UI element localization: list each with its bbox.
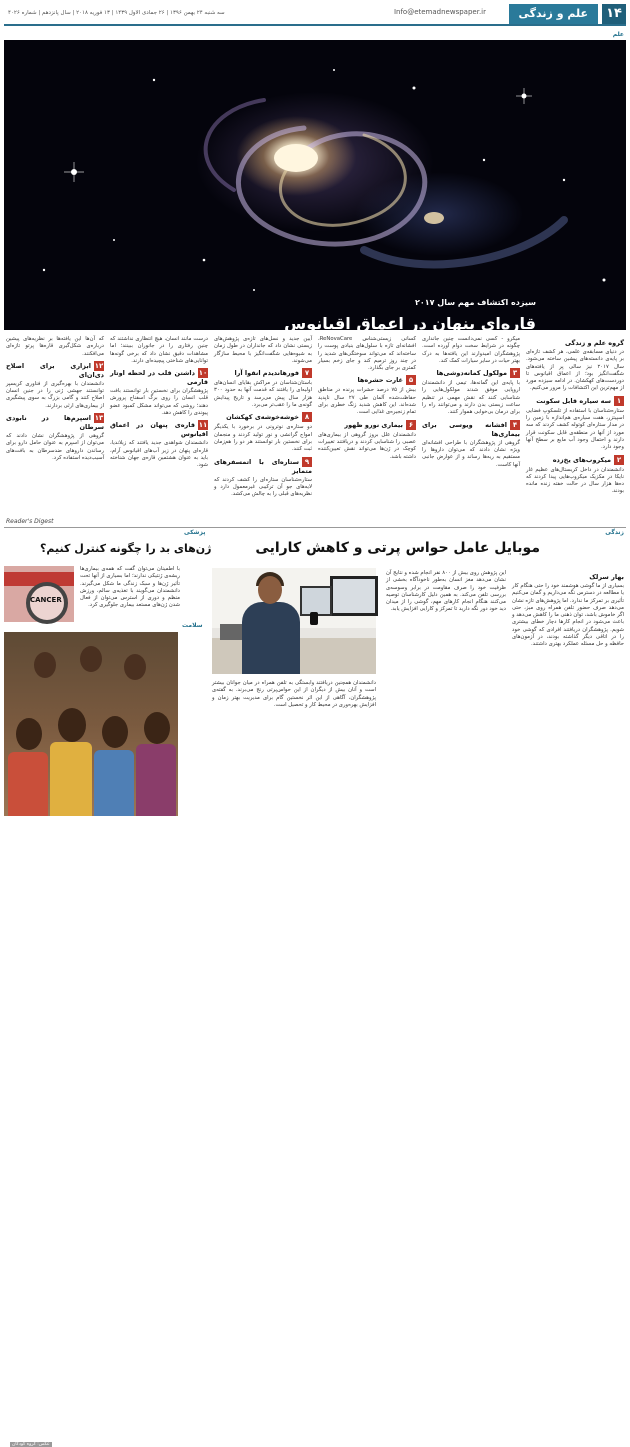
number-badge: ۱۳	[94, 414, 104, 423]
subhead-10: ۱۰داشتن قلب در لحظه اوتار قارمی	[110, 369, 208, 387]
photo-credit: عکس: گروه کودکان	[12, 1442, 50, 1447]
number-badge: ۲	[614, 455, 624, 465]
story-mobile-headline[interactable]: موبایل عامل حواس پرتی و کاهش کارایی	[255, 540, 540, 556]
story-byline: بهار سرلک	[589, 573, 624, 581]
subhead-5-body: بیش از ۷۵ درصد حشرات پرنده در مناطق حفاظت‌شده آلمان طی ۲۷ سال ناپدید شده‌اند. این کاهش شدید زنگ خطری برای تمام زنجیره‌ی غذایی است.	[318, 387, 417, 416]
cancer-photo	[4, 566, 74, 622]
number-badge: ۴	[510, 420, 520, 430]
cancer-label: CANCER	[30, 596, 62, 604]
story-genes-column-1	[80, 566, 180, 628]
story-mobile-column-1	[512, 570, 624, 816]
photo-shirt	[50, 742, 92, 816]
article-group: گروه علم و زندگی	[564, 339, 624, 347]
subhead-9: ۹ستاره‌ای با اتمسفرهای متمایز	[214, 457, 312, 475]
story-genes-text-1: با اطمینان می‌توان گفت که همه‌ی بیماری‌ها ریشه‌ی ژنتیکی ندارند؛ اما بسیاری از آنها تحت تأثیر ژن‌ها و سبک زندگی ما شکل می‌گیرند. دانشمندان می‌گویند با تغذیه‌ی سالم، ورزش منظم و دوری از استرس می‌توان از فعال شدن ژن‌های مستعد بیماری جلوگیری کرد.	[80, 566, 180, 609]
subhead-13-body: گروهی از پژوهشگران نشان دادند که می‌توان از اسپرم به عنوان حامل دارو برای رساندن داروهای ضدسرطان به بافت‌های آسیب‌دیده استفاده کرد.	[6, 433, 104, 461]
subhead-13: ۱۳اسپرم‌ها در نابودی سرطان	[6, 414, 104, 432]
section-tag-life: زندگی	[605, 529, 624, 536]
photo-face	[124, 654, 146, 680]
story-mobile-text-1: بسیاری از ما گوشی هوشمند خود را حتی هنگام کار یا مطالعه در دسترس نگه می‌داریم و گمان می‌کنیم تأثیری بر تمرکز ما ندارد. اما پژوهش‌های تازه نشان می‌دهد صرف حضور تلفن همراه روی میز، حتی اگر خاموش باشد، توان ذهنی ما را کاهش می‌دهد و باعث می‌شود در انجام کارها دچار خطای بیشتری شویم. پژوهشگران دریافتند افرادی که گوشی خود را در اتاقی دیگر گذاشته بودند، در آزمون‌های حافظه و حل مسئله عملکرد بهتری داشتند.	[512, 583, 624, 648]
subhead-11: ۱۱قاره‌ی پنهان در اعماق اقیانوس	[110, 421, 208, 439]
hero-image	[4, 40, 626, 333]
number-badge: ۱	[614, 396, 624, 406]
subhead-6: ۶بیماری نورو ظهور	[318, 420, 416, 430]
number-badge: ۱۲	[94, 361, 104, 370]
subhead-4: ۴افشانه ویوسی برای بیماری‌ها	[422, 420, 520, 438]
column-5-text: درست مانند انسان، هیچ انتظاری نداشتند که چنین رفتاری را در جانوران ببینند؛ اما مشاهدات دقیق نشان داد که برخی گونه‌ها توانایی‌های شناختی پیچیده‌ای دارند.	[110, 336, 208, 364]
page-number: ۱۴	[602, 4, 626, 24]
subhead-12-body: دانشمندان با بهره‌گیری از فناوری کریسپر توانستند جهشی ژنی را در جنین انسان اصلاح کنند و گامی بزرگ به سوی پیشگیری از بیماری‌های ارثی بردارند.	[6, 380, 104, 409]
section-tag-health: سلامت	[182, 622, 203, 629]
subhead-2: ۲میکروب‌های یخ‌زده	[526, 455, 624, 465]
number-badge: ۱۱	[198, 421, 208, 430]
number-badge: ۵	[406, 375, 416, 385]
subhead-1-body: ستاره‌شناسان با استفاده از تلسکوپ فضایی اسپیتزر، هفت سیاره‌ی هم‌اندازه با زمین را در مدار ستاره‌ای کوتوله کشف کردند که سه مورد از آنها در منطقه‌ی قابل سکونت قرار دارند و احتمال وجود آب مایع بر سطح آنها وجود دارد.	[526, 407, 624, 451]
issue-info: سه شنبه ۲۴ بهمن ۱۳۹۶ | ۲۶ جمادی الاول ۱۴۳۹ | ۱۳ فوریه ۲۰۱۸ | سال پانزدهم | شماره ۴۰۲۶	[8, 10, 225, 16]
photo-shirt	[8, 752, 48, 816]
section-divider	[4, 527, 626, 536]
number-badge: ۹	[302, 457, 312, 467]
hero-headline[interactable]: قاره‌ای پنهان در اعماق اقیانوس	[284, 314, 536, 333]
subhead-8-body: دو ستاره‌ی نوترونی در برخورد با یکدیگر امواج گرانشی و نور تولید کردند و منجمان برای نخستین بار توانستند هر دو را هم‌زمان ثبت کنند.	[214, 424, 312, 453]
article-column-4	[214, 336, 312, 522]
galaxy-illustration	[4, 40, 626, 330]
subhead-10-body: پژوهشگران برای نخستین بار توانستند بافت قلب انسان را روی برگ اسفناج پرورش دهند؛ روشی که می‌تواند مشکل کمبود عضو پیوندی را کاهش دهد.	[110, 388, 208, 417]
subhead-8: ۸خوشه‌خوشه‌ی کهکشان	[214, 412, 312, 422]
subhead-7: ۷فورهاندیدم انقوا آرا	[214, 368, 312, 378]
story-mobile-text-2: این پژوهش روی بیش از ۸۰۰ نفر انجام شده و نتایج آن نشان می‌دهد مغز انسان به‌طور ناخودآگاه بخشی از ظرفیت خود را صرف مقاومت در برابر وسوسه‌ی بررسی تلفن می‌کند. به همین دلیل کارشناسان توصیه می‌کنند هنگام انجام کارهای مهم، گوشی را از میدان دید خود دور نگه دارید تا تمرکز و کارایی افزایش یابد.	[386, 570, 506, 613]
number-badge: ۷	[302, 368, 312, 378]
source-signature: Reader's Digest	[6, 518, 54, 525]
number-badge: ۸	[302, 412, 312, 422]
photo-face	[144, 712, 170, 744]
masthead	[4, 4, 626, 26]
subhead-1: ۱سه سیاره قابل سکونت	[526, 396, 624, 406]
photo-face	[102, 716, 128, 748]
subhead-3: ۳مولکول کمانه‌دوشی‌ها	[422, 368, 520, 378]
photo-shirt	[136, 744, 176, 816]
children-photo	[4, 632, 178, 1447]
article-column-6	[6, 336, 104, 514]
article-column-1	[526, 336, 624, 522]
number-badge: ۳	[510, 368, 520, 378]
photo-monitor	[330, 576, 378, 616]
story-mobile-column-2	[386, 570, 506, 816]
photo-person-body	[242, 602, 300, 674]
subhead-3-body: با پایه‌ی این گمانه‌ها، تیمی از دانشمندان اروپایی موفق شدند مولکول‌هایی را شناسایی کنند که نقش مهمی در تنظیم ساعت زیستی بدن دارند و می‌توانند راه را برای درمان بی‌خوابی هموار کنند.	[422, 380, 520, 416]
story-mobile-column-3	[212, 680, 376, 816]
number-badge: ۱۰	[198, 369, 208, 378]
subhead-9-body: ستاره‌شناسان ستاره‌ای را کشف کردند که لایه‌های جو آن ترکیبی غیرمعمول دارد و نظریه‌های قبلی را به چالش می‌کشد.	[214, 476, 312, 498]
photo-person-head	[258, 576, 282, 604]
photo-face	[58, 708, 86, 742]
photo-face	[80, 646, 102, 672]
photo-shirt	[94, 750, 134, 816]
subhead-11-body: دانشمندان شواهدی جدید یافتند که زیلاندیا، قاره‌ای پنهان در زیر آب‌های اقیانوس آرام، باید به عنوان هشتمین قاره‌ی جهان شناخته شود.	[110, 440, 208, 469]
story-mobile-photo	[212, 568, 376, 674]
subhead-7-body: باستان‌شناسان در مراکش بقایای انسان‌های اولیه‌ای را یافتند که قدمت آنها به حدود ۳۰۰ هزار سال پیش می‌رسد و تاریخ پیدایش گونه‌ی ما را عقب‌تر می‌برد.	[214, 380, 312, 409]
article-column-2	[422, 336, 520, 522]
cancer-photo-gap	[4, 624, 74, 630]
column-2-text: میکرو - کسی نمی‌دانست چنین جانداری چگونه در شرایط سخت دوام آورده است. پژوهشگران امیدوارند این یافته‌ها به درک بهتر حیات در سایر سیارات کمک کند.	[422, 336, 520, 364]
photo-face	[16, 718, 42, 750]
section-title: علم و زندگی	[509, 4, 598, 24]
story-genes-headline[interactable]: ژن‌های بد را چگونه کنترل کنیم؟	[40, 542, 212, 555]
subhead-6-body: دانشمندان علل بروز گروهی از بیماری‌های عصبی را شناسایی کردند و دریافتند تغییرات کوچک در ژن‌ها می‌تواند نقش تعیین‌کننده داشته باشد.	[318, 431, 416, 460]
number-badge: ۶	[406, 420, 416, 430]
article-column-5	[110, 336, 208, 522]
section-tag-medical: پزشکی	[184, 529, 206, 536]
hero-kicker: علم	[612, 31, 624, 38]
column-4-text: آیین جدید و نسل‌های تازه‌ی پژوهش‌های زیستی نشان داد که جانداران در طول زمان به شیوه‌هایی شگفت‌انگیز با محیط سازگار می‌شوند.	[214, 336, 312, 364]
subhead-2-body: دانشمندان در داخل کریستال‌های عظیم غار نایکا در مکزیک میکروب‌هایی پیدا کردند که ده‌ها هزار سال در حالت خفته زنده مانده بودند.	[526, 466, 624, 495]
article-column-3	[318, 336, 416, 522]
photo-face	[34, 652, 56, 678]
column-6-text: که آن‌ها این یافته‌ها بر نظریه‌های پیشین درباره‌ی شکل‌گیری قاره‌ها پرتو تازه‌ای می‌افکنند.	[6, 336, 104, 357]
contact-email[interactable]: Info@etemadnewspaper.ir	[393, 8, 486, 16]
column-3-text: کسانی زیستی‌شناس ReNovaCare، افشانه‌ای تازه با سلول‌های بنیادی پوست را ساخته‌اند که می‌تواند سوختگی‌های شدید را در چند روز ترمیم کند و جای زخم بسیار کمتری بر جای بگذارد.	[318, 336, 416, 372]
hero-caption: سیزده اکتشاف مهم سال ۲۰۱۷	[414, 298, 536, 307]
subhead-12: ۱۲ابزاری برای اصلاح دی‌ان‌ای	[6, 361, 104, 379]
subhead-4-body: گروهی از پژوهشگران با طراحی افشانه‌ای ویژه نشان دادند که می‌توان داروها را مستقیم به ریه‌ها رساند و از عوارض جانبی آنها کاست.	[422, 439, 520, 468]
story-mobile-text-3: دانشمندان همچنین دریافتند وابستگی به تلفن همراه در میان جوانان بیشتر است و آنان بیش از دیگران از این حواس‌پرتی رنج می‌برند. به گفته‌ی پژوهشگران، آگاهی از این اثر نخستین گام برای مدیریت بهتر زمان و افزایش بهره‌وری در محیط کار و تحصیل است.	[212, 680, 376, 708]
article-intro: در دنیای مسابقه‌ی علمی، هر کشف تازه‌ای بر پایه‌ی دانسته‌های پیشین ساخته می‌شود. سال ۲۰۱۷ نیز سالی پر از یافته‌های شگفت‌انگیز بود؛ از اعماق اقیانوس تا دوردست‌های کهکشان. در ادامه سیزده مورد از مهم‌ترین این اکتشافات را مرور می‌کنیم.	[526, 349, 624, 392]
phone-icon	[310, 612, 318, 625]
subhead-5: ۵غارت حشره‌ها	[318, 375, 416, 385]
